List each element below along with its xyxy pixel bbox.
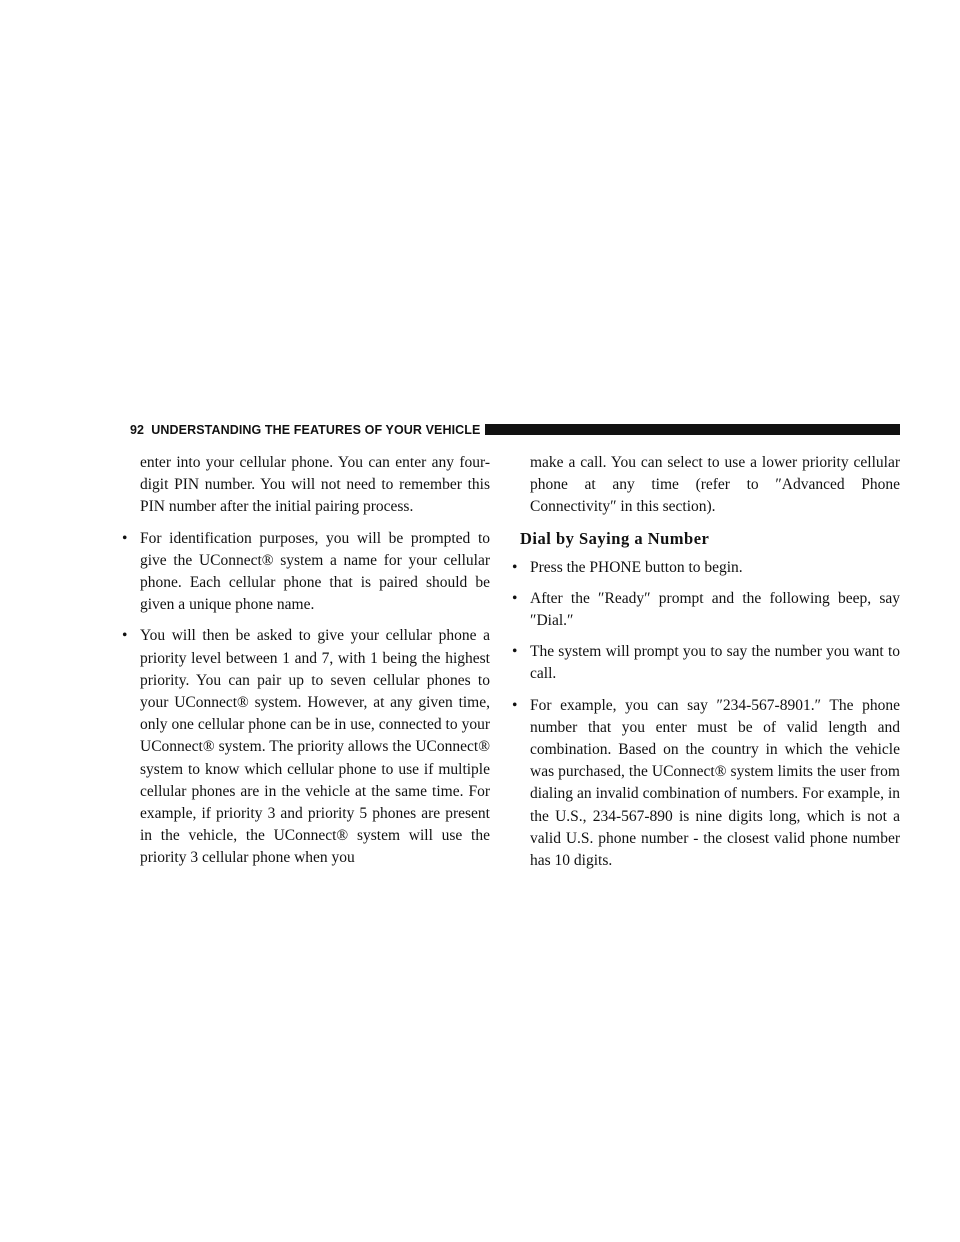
bullet-icon: • xyxy=(512,589,518,607)
bullet-list xyxy=(512,557,900,873)
bullet-icon: • xyxy=(512,558,518,576)
list-item xyxy=(122,528,490,617)
list-item xyxy=(512,641,900,685)
list-item-text: You will then be asked to give your cellular phone a priority level between 1 and 7, with 1 being the highest priority. You can pair up to seven cellular phones to your UConnect® system. However, at any given time, only one cellular phone can be in use, connected to your UConnect® system. The priority allows the UConnect® system to know which cellular phone to use if multiple cellular phones are in the vehicle at the same time. For example, if priority 3 and priority 5 phones are present in the vehicle, the UConnect® system will use the priority 3 cellular phone when you xyxy=(140,627,490,867)
continuation-paragraph: enter into your cellular phone. You can enter any four-digit PIN number. You will not need to remember this PIN number after the initial pairing process. xyxy=(140,454,490,516)
list-item xyxy=(512,695,900,873)
list-item xyxy=(512,557,900,579)
bullet-icon: • xyxy=(512,643,518,661)
list-item-text: The system will prompt you to say the number you want to call. xyxy=(530,643,900,683)
bullet-icon: • xyxy=(122,529,128,547)
section-title: Dial by Saying a Number xyxy=(520,528,710,548)
continuation-paragraph: make a call. You can select to use a lower priority cellular phone at any time (refer to ″Advanced Phone Connectivity″ in this section). xyxy=(530,454,900,516)
bullet-icon: • xyxy=(122,627,128,645)
list-item-text: After the ″Ready″ prompt and the following beep, say ″Dial.″ xyxy=(530,589,900,630)
list-item xyxy=(122,625,490,869)
header-text xyxy=(130,422,480,438)
right-column xyxy=(512,452,900,872)
left-column xyxy=(122,452,490,870)
header-title: UNDERSTANDING THE FEATURES OF YOUR VEHICLE xyxy=(151,423,481,437)
page-header xyxy=(130,422,900,438)
list-item-text: For example, you can say ″234-567-8901.″ The phone number that you enter must be of valid length and combination. Based on the country in which the vehicle was purchased, the UConnect® system limits the user from dialing an invalid combination of numbers. For example, in the U.S., 234-567-890 is nine digits long, which is not a valid U.S. phone number - the closest valid phone number has 10 digits. xyxy=(530,696,900,870)
list-item-text: For identification purposes, you will be prompted to give the UConnect® system a name for your cellular phone. Each cellular phone that is paired should be given a unique phone name. xyxy=(140,529,490,614)
header-rule xyxy=(485,424,900,435)
list-item-text: Press the PHONE button to begin. xyxy=(530,558,743,576)
page-number: 92 xyxy=(130,423,145,437)
bullet-list xyxy=(122,528,490,870)
list-item xyxy=(512,588,900,632)
bullet-icon: • xyxy=(512,696,518,714)
